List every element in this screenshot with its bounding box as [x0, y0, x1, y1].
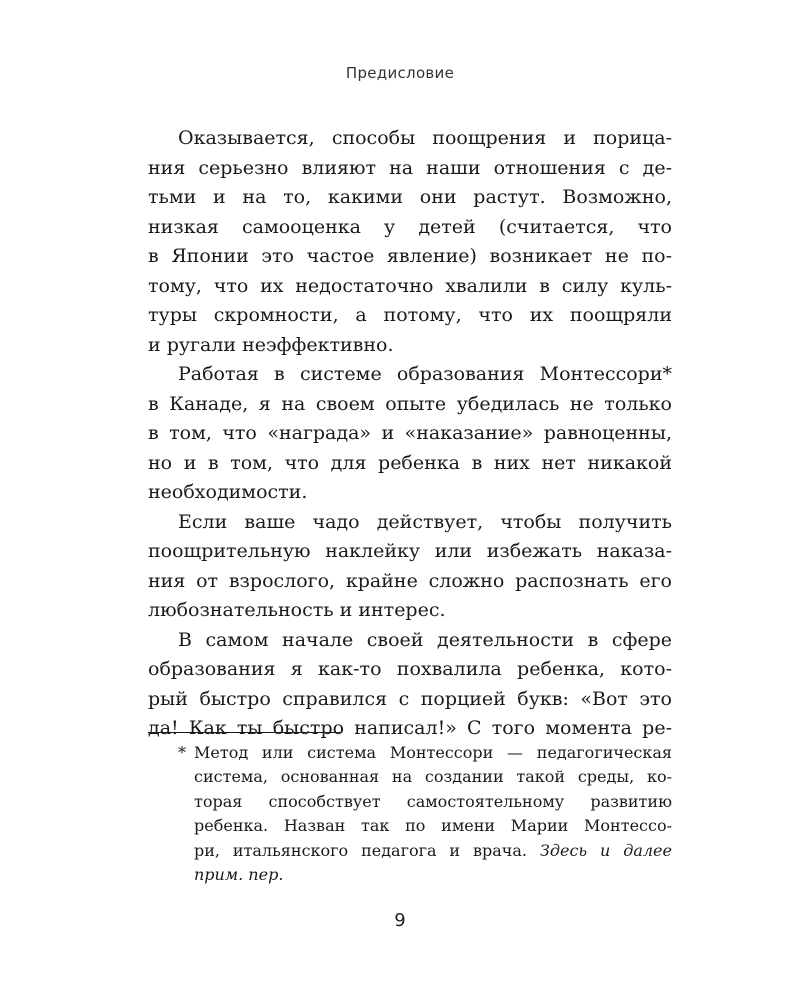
- running-head: Предисловие: [345, 64, 455, 82]
- text-line: туры скромности, а потому, что их поощряли: [148, 304, 672, 326]
- footnote-line: ребенка. Назван так по имени Марии Монтессо-: [194, 816, 672, 836]
- text-line: любознательность и интерес.: [148, 599, 446, 621]
- text-line: рый быстро справился с порцией букв: «Вот это: [148, 687, 672, 710]
- text-line: Если ваше чадо действует, чтобы получить: [178, 510, 672, 533]
- footnote-line: система, основанная на создании такой среды, ко-: [194, 767, 672, 787]
- footnote-line: [194, 839, 672, 863]
- text-line: ния от взрослого, крайне сложно распознать его: [148, 569, 672, 592]
- footnote-italic-abbrev: прим. пер: [194, 864, 279, 884]
- body-text: [148, 124, 672, 744]
- page-number: 9: [394, 910, 406, 931]
- footnote-line: [194, 863, 672, 887]
- text-line: Работая в системе образования Монтессори*: [178, 363, 672, 385]
- text-line: ния серьезно влияют на наши отношения с де-: [148, 156, 672, 179]
- text-line: и ругали неэффективно.: [148, 333, 394, 356]
- text-line: поощрительную наклейку или избежать наказа-: [148, 540, 672, 562]
- text-line: в Японии это частое явление) возникает не по-: [148, 245, 672, 267]
- text-line: Оказывается, способы поощрения и порица-: [178, 127, 672, 149]
- footnote-line: торая способствует самостоятельному развитию: [194, 791, 672, 811]
- text-line: в Канаде, я на своем опыте убедилась не только: [148, 392, 672, 415]
- text-line: да! Как ты быстро написал!» С того момента ре-: [148, 717, 672, 739]
- text-line: образования я как-то похвалила ребенка, кото-: [148, 658, 672, 680]
- footnote-line-text: ри, итальянского педагога и врача.: [194, 840, 527, 860]
- text-line: в том, что «награда» и «наказание» равноценны,: [148, 422, 672, 444]
- text-line: низкая самооценка у детей (считается, что: [148, 215, 672, 238]
- footnote: [148, 741, 672, 887]
- footnote-italic-note: Здесь и далее: [539, 840, 672, 860]
- text-line: В самом начале своей деятельности в сфере: [178, 628, 672, 651]
- text-line: необходимости.: [148, 481, 308, 503]
- text-line: тому, что их недостаточно хвалили в силу куль-: [148, 274, 672, 297]
- footnote-line: Метод или система Монтессори — педагогическая: [194, 743, 672, 762]
- footnote-marker: *: [178, 743, 186, 762]
- text-line: но и в том, что для ребенка в них нет никакой: [148, 451, 672, 474]
- text-line: тьми и на то, какими они растут. Возможно,: [148, 186, 672, 208]
- footnote-period: .: [278, 864, 284, 884]
- footnote-divider: [148, 732, 340, 733]
